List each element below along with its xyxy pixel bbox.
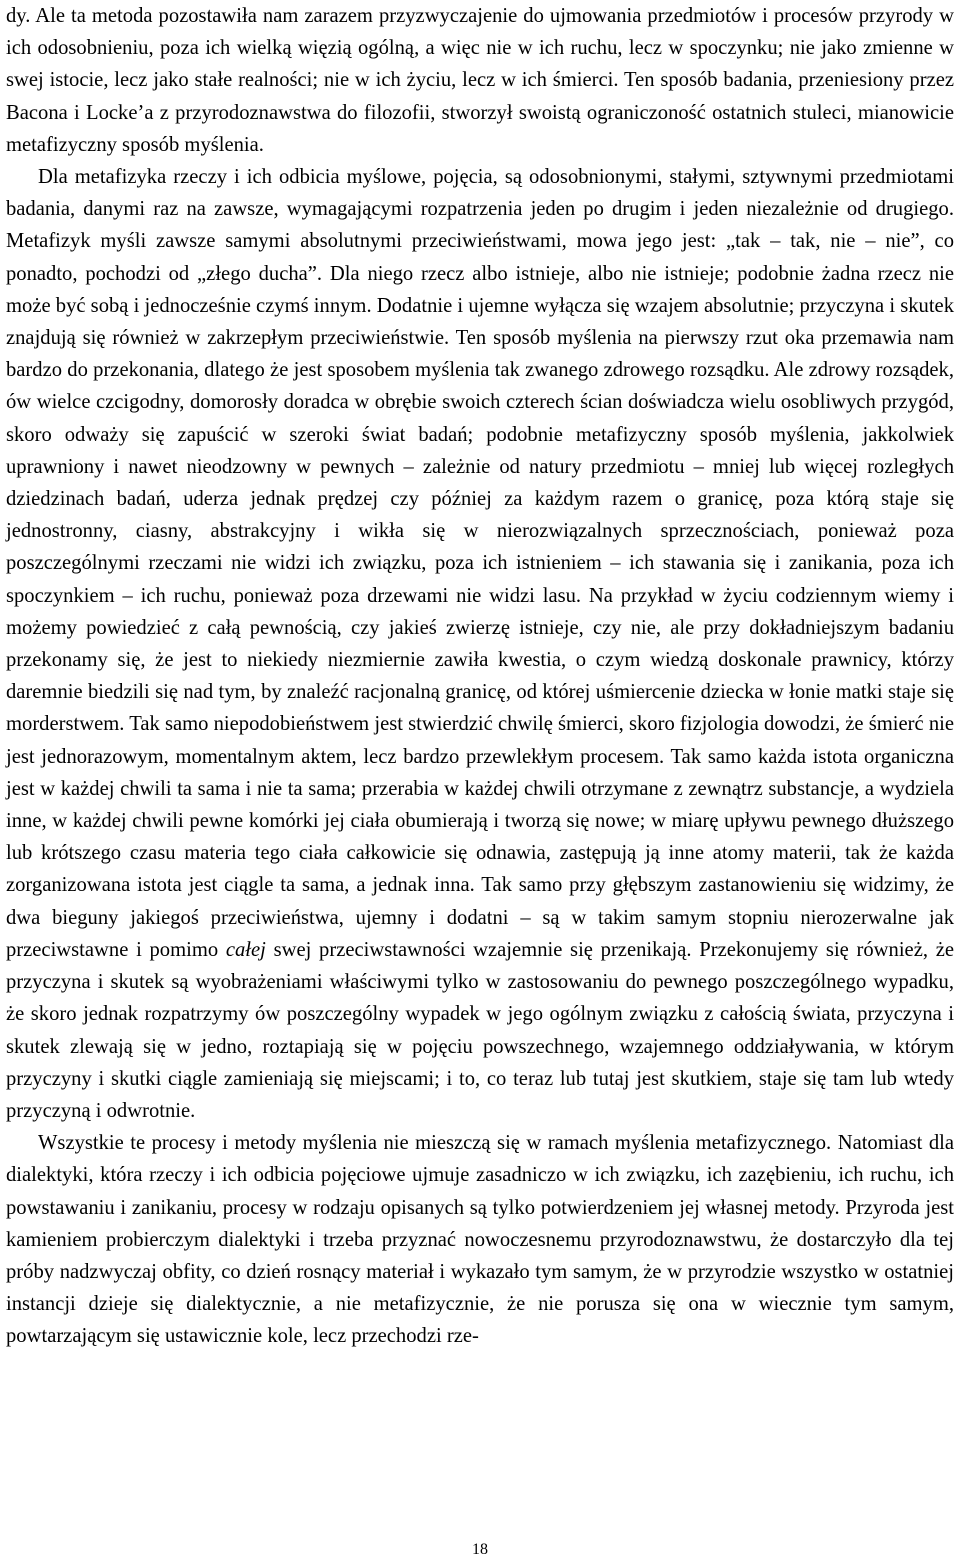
page-number: 18 (472, 1541, 488, 1558)
paragraph-3 (6, 1127, 954, 1352)
paragraph-2-italic-word: całej (225, 938, 266, 961)
paragraph-2-text-part-1: Dla metafizyka rzeczy i ich odbicia myślowe, pojęcia, są odosobnionymi, stałymi, sztywnymi przedmiotami badania, danymi raz na zawsze, wymagającymi rozpatrzenia jeden po drugim i jeden niezależnie od drugiego. Metafizyk myśli zawsze samymi absolutnymi przeciwieństwami, mowa jego jest: „tak – tak, nie – nie”, co ponadto, pochodzi od „złego ducha”. Dla niego rzecz albo istnieje, albo nie istnieje; podobnie żadna rzecz nie może być sobą i jednocześnie czymś innym. Dodatnie i ujemne wyłącza się wzajem absolutnie; przyczyna i skutek znajdują się również w zakrzepłym przeciwieństwie. Ten sposób myślenia na pierwszy rzut oka przemawia nam bardzo do przekonania, dlatego że jest sposobem myślenia tak zwanego zdrowego rozsądku. Ale zdrowy rozsądek, ów wielce czcigodny, domorosły doradca w obrębie swoich czterech ścian doświadcza wielu osobliwych przygód, skoro odważy się zapuścić w szeroki świat badań; podobnie metafizyczny sposób myślenia, jakkolwiek uprawniony i nawet nieodzowny w pewnych – zależnie od natury przedmiotu – mniej lub więcej rozległych dziedzinach badań, uderza jednak prędzej czy później za każdym razem o granicę, poza którą staje się jednostronny, ciasny, abstrakcyjny i wikła się w nierozwiązalnych sprzecznościach, ponieważ poza poszczególnymi rzeczami nie widzi ich związku, poza ich istnieniem – ich stawania się i zanikania, poza ich spoczynkiem – ich ruchu, ponieważ poza drzewami nie widzi lasu. Na przykład w życiu codziennym wiemy i możemy powiedzieć z całą pewnością, czy jakieś zwierzę istnieje, czy nie, ale przy dokładniejszym badaniu przekonamy się, że jest to niekiedy niezmiernie zawiła kwestia, o czym wiedzą doskonale prawnicy, którzy daremnie biedzili się nad tym, by znaleźć racjonalną granicę, od której uśmiercenie dziecka w łonie matki staje się morderstwem. Tak samo niepodobieństwem jest stwierdzić chwilę śmierci, skoro fizjologia dowodzi, że śmierć nie jest jednorazowym, momentalnym aktem, lecz bardzo przewlekłym procesem. Tak samo każda istota organiczna jest w każdej chwili ta sama i nie ta sama; przerabia w każdej chwili otrzymane z zewnątrz substancje, a wydziela inne, w każdej chwili pewne komórki jej ciała obumierają i tworzą się nowe; w miarę upływu pewnego dłuższego lub krótszego czasu materia tego ciała całkowicie się odnawia, zastępują ją inne atomy materii, tak że każda zorganizowana istota jest ciągle ta sama, a jednak inna. Tak samo przy głębszym zastanowieniu się widzimy, że dwa bieguny jakiegoś przeciwieństwa, ujemny i dodatni – są w takim samym stopniu nierozerwalne jak przeciwstawne i pomimo (6, 166, 954, 961)
page-body (6, 0, 954, 1353)
paragraph-3-text: Wszystkie te procesy i metody myślenia nie mieszczą się w ramach myślenia metafizycznego. Natomiast dla dialektyki, która rzeczy i ich odbicia pojęciowe ujmuje zasadniczo w ich związku, ich zazębieniu, ich ruchu, ich powstawaniu i zanikaniu, procesy w rodzaju opisanych są tylko potwierdzeniem jej własnej metody. Przyroda jest kamieniem probierczym dialektyki i trzeba przyznać nowoczesnemu przyrodoznawstwu, że dostarczyło dla tej próby nadzwyczaj obfity, co dzień rosnący materiał i wykazało tym samym, że w przyrodzie wszystko w ostatniej instancji dzieje się dialektycznie, a nie metafizycznie, że nie porusza się ona w wiecznie tym samym, powtarzającym się ustawicznie kole, lecz przechodzi rze- (6, 1132, 954, 1348)
paragraph-2 (6, 161, 954, 1127)
paragraph-2-text-part-2: swej przeciwstawności wzajemnie się przenikają. Przekonujemy się również, że przyczyna i skutek są wyobrażeniami właściwymi tylko w zastosowaniu do pewnego poszczególnego wypadku, że skoro jednak rozpatrzymy ów poszczególny wypadek w jego ogólnym związku z całością świata, przyczyna i skutek zlewają się w jedno, roztapiają się w pojęciu powszechnego, wzajemnego oddziaływania, w którym przyczyny i skutki ciągle zamieniają się miejscami; i to, co teraz lub tutaj jest skutkiem, staje się tam lub wtedy przyczyną i odwrotnie. (6, 938, 954, 1122)
paragraph-1-text: dy. Ale ta metoda pozostawiła nam zarazem przyzwyczajenie do ujmowania przedmiotów i procesów przyrody w ich odosobnieniu, poza ich wielką więzią ogólną, a więc nie w ich ruchu, lecz w spoczynku; nie jako zmienne w swej istocie, lecz jako stałe realności; nie w ich życiu, lecz w ich śmierci. Ten sposób badania, przeniesiony przez Bacona i Locke’a z przyrodoznawstwa do filozofii, stworzył swoistą ograniczoność ostatnich stuleci, mianowicie metafizyczny sposób myślenia. (6, 5, 954, 156)
paragraph-1 (6, 0, 954, 161)
